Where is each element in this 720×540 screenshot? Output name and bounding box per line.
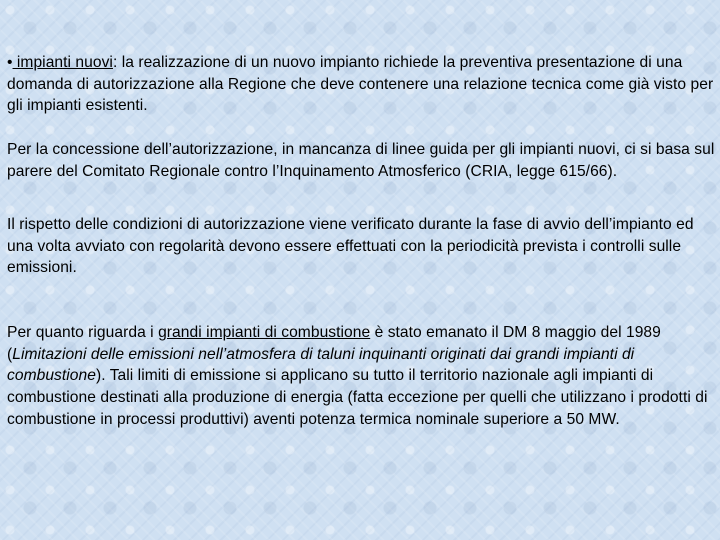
paragraph-large-plants-mid: è stato emanato il DM 8 maggio del 1989 ( — [7, 324, 661, 363]
paragraph-authorization: Per la concessione dell’autorizzazione, in mancanza di linee guida per gli impianti nuovi, ci si basa sul parere del Comitato Regionale contro l’Inquinamento Atmosferico (CRIA, legge 615/66). — [7, 141, 715, 180]
paragraph-new-plants — [7, 52, 715, 117]
paragraph-new-plants-text: : la realizzazione di un nuovo impianto richiede la preventiva presentazione di una domanda di autorizzazione alla Regione che deve contenere una relazione tecnica come già visto per gli impianti esistenti. — [7, 54, 714, 115]
paragraph-large-plants-lead: Per quanto riguarda i — [7, 324, 159, 341]
decree-title: Limitazioni delle emissioni nell’atmosfera di taluni inquinanti originati dai grandi impianti di combustione — [7, 345, 635, 385]
paragraph-large-plants-rest: ). Tali limiti di emissione si applicano su tutto il territorio nazionale agli impianti di combustione destinati alla produzione di energia (fatta eccezione per quelli che utilizzano i prodotti di combustione in processi produttivi) aventi potenza termica nominale superiore a 50 MW. — [7, 367, 708, 428]
term-new-plants: impianti nuovi — [12, 54, 113, 71]
paragraph-large-plants — [7, 322, 715, 431]
paragraph-compliance: Il rispetto delle condizioni di autorizzazione viene verificato durante la fase di avvio dell’impianto ed una volta avviato con regolarità devono essere effettuati con la periodicità prevista i controlli sulle emissioni. — [7, 216, 694, 277]
bullet: • — [7, 54, 13, 71]
term-large-combustion-plants: grandi impianti di combustione — [158, 324, 371, 341]
